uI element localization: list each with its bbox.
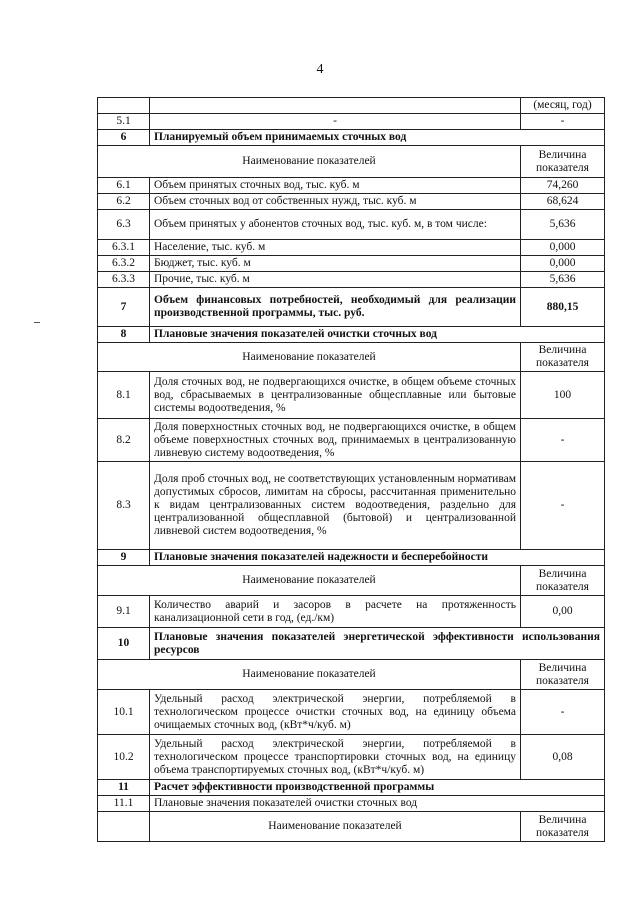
- table-row: [98, 240, 605, 256]
- row-description: Объем принятых у абонентов сточных вод, тыс. куб. м, в том числе:: [150, 210, 521, 240]
- row-value: -: [521, 462, 605, 550]
- section-title: Плановые значения показателей надежности и бесперебойности: [150, 550, 605, 566]
- page-number: 4: [316, 62, 324, 77]
- table-row: [98, 178, 605, 194]
- row-number: 8.1: [98, 372, 150, 419]
- table-row: [98, 462, 605, 550]
- row-description: Объем принятых сточных вод, тыс. куб. м: [150, 178, 521, 194]
- row-number: 9.1: [98, 596, 150, 628]
- table-row: [98, 114, 605, 130]
- column-header-value: Величина показателя: [521, 812, 605, 842]
- row-value: 5,636: [521, 210, 605, 240]
- column-header-value: Величина показателя: [521, 660, 605, 690]
- table-row: [98, 288, 605, 327]
- row-description: Прочие, тыс. куб. м: [150, 272, 521, 288]
- table-row: [98, 372, 605, 419]
- section-title: Расчет эффективности производственной программы: [150, 780, 605, 796]
- row-value: 0,000: [521, 240, 605, 256]
- row-description: Удельный расход электрической энергии, потребляемой в технологическом процессе очистки сточных вод, на единицу объема очищаемых сточных вод, (кВт*ч/куб. м): [150, 690, 521, 735]
- row-description: Население, тыс. куб. м: [150, 240, 521, 256]
- row-number: 6.3: [98, 210, 150, 240]
- row-value: 68,624: [521, 194, 605, 210]
- section-row: [98, 550, 605, 566]
- row-value: -: [521, 690, 605, 735]
- row-number: 10.1: [98, 690, 150, 735]
- table-row: [98, 210, 605, 240]
- table-row: [98, 735, 605, 780]
- row-number: 6.3.1: [98, 240, 150, 256]
- row-description: Плановые значения показателей очистки сточных вод: [150, 796, 605, 812]
- margin-mark: [34, 322, 40, 323]
- row-value: 74,260: [521, 178, 605, 194]
- row-description: Доля проб сточных вод, не соответствующих установленным нормативам допустимых сбросов, лимитам на сбросы, рассчитанная применительно к видам централизованных систем водоотведения, раздельно для централизованной общесплавной (бытовой) и централизованной ливневой систем водоотведения, %: [150, 462, 521, 550]
- section-row: [98, 780, 605, 796]
- column-header-name: Наименование показателей: [98, 660, 521, 690]
- row-description: Бюджет, тыс. куб. м: [150, 256, 521, 272]
- table-header-row: [98, 343, 605, 372]
- row-value: -: [521, 419, 605, 462]
- section-number: 11: [98, 780, 150, 796]
- table-row: [98, 272, 605, 288]
- table-row: [98, 98, 605, 114]
- row-description: -: [150, 114, 521, 130]
- section-number: 9: [98, 550, 150, 566]
- row-description: Доля сточных вод, не подвергающихся очистке, в общем объеме сточных вод, сбрасываемых в централизованные общесплавные или бытовые системы водоотведения, %: [150, 372, 521, 419]
- section-title: Плановые значения показателей энергетической эффективности использования ресурсов: [150, 628, 605, 660]
- table-row: [98, 256, 605, 272]
- section-row: [98, 130, 605, 146]
- row-description: Удельный расход электрической энергии, потребляемой в технологическом процессе транспортировки сточных вод, на единицу объема транспортируемых сточных вод, (кВт*ч/куб. м): [150, 735, 521, 780]
- row-description: Количество аварий и засоров в расчете на протяженность канализационной сети в год, (ед./км): [150, 596, 521, 628]
- table-header-row: [98, 566, 605, 596]
- table-header-row: [98, 812, 605, 842]
- row-number: 10.2: [98, 735, 150, 780]
- table-row: [98, 690, 605, 735]
- table-row: [98, 419, 605, 462]
- row-description: Объем финансовых потребностей, необходимый для реализации производственной программы, тыс. руб.: [150, 288, 521, 327]
- row-value: 5,636: [521, 272, 605, 288]
- section-number: 8: [98, 327, 150, 343]
- row-number: 6.3.3: [98, 272, 150, 288]
- row-number: 7: [98, 288, 150, 327]
- table-header-row: [98, 146, 605, 178]
- row-number: 6.2: [98, 194, 150, 210]
- row-value: 880,15: [521, 288, 605, 327]
- column-header-name: Наименование показателей: [98, 146, 521, 178]
- row-number: 6.1: [98, 178, 150, 194]
- row-number: 6.3.2: [98, 256, 150, 272]
- table-row: [98, 796, 605, 812]
- column-header-value: Величина показателя: [521, 566, 605, 596]
- row-value: 0,00: [521, 596, 605, 628]
- row-value: 0,000: [521, 256, 605, 272]
- section-title: Планируемый объем принимаемых сточных вод: [150, 130, 605, 146]
- section-number: 6: [98, 130, 150, 146]
- table-header-row: [98, 660, 605, 690]
- row-value: 0,08: [521, 735, 605, 780]
- table-row: [98, 596, 605, 628]
- column-header-name: Наименование показателей: [98, 566, 521, 596]
- row-value: 100: [521, 372, 605, 419]
- row-description: Доля поверхностных сточных вод, не подвергающихся очистке, в общем объеме поверхностных сточных вод, принимаемых в централизованную ливневую систему водоотведения, %: [150, 419, 521, 462]
- section-number: 10: [98, 628, 150, 660]
- indicators-table: [97, 97, 605, 842]
- column-header-name: Наименование показателей: [98, 343, 521, 372]
- column-header-value: Величина показателя: [521, 146, 605, 178]
- unit-cell: (месяц, год): [521, 98, 605, 114]
- section-title: Плановые значения показателей очистки сточных вод: [150, 327, 605, 343]
- row-value: -: [521, 114, 605, 130]
- table-row: [98, 194, 605, 210]
- row-number: 5.1: [98, 114, 150, 130]
- section-row: [98, 628, 605, 660]
- row-description: Объем сточных вод от собственных нужд, тыс. куб. м: [150, 194, 521, 210]
- column-header-value: Величина показателя: [521, 343, 605, 372]
- row-number: 11.1: [98, 796, 150, 812]
- section-row: [98, 327, 605, 343]
- column-header-name: Наименование показателей: [150, 812, 521, 842]
- row-number: 8.3: [98, 462, 150, 550]
- row-number: 8.2: [98, 419, 150, 462]
